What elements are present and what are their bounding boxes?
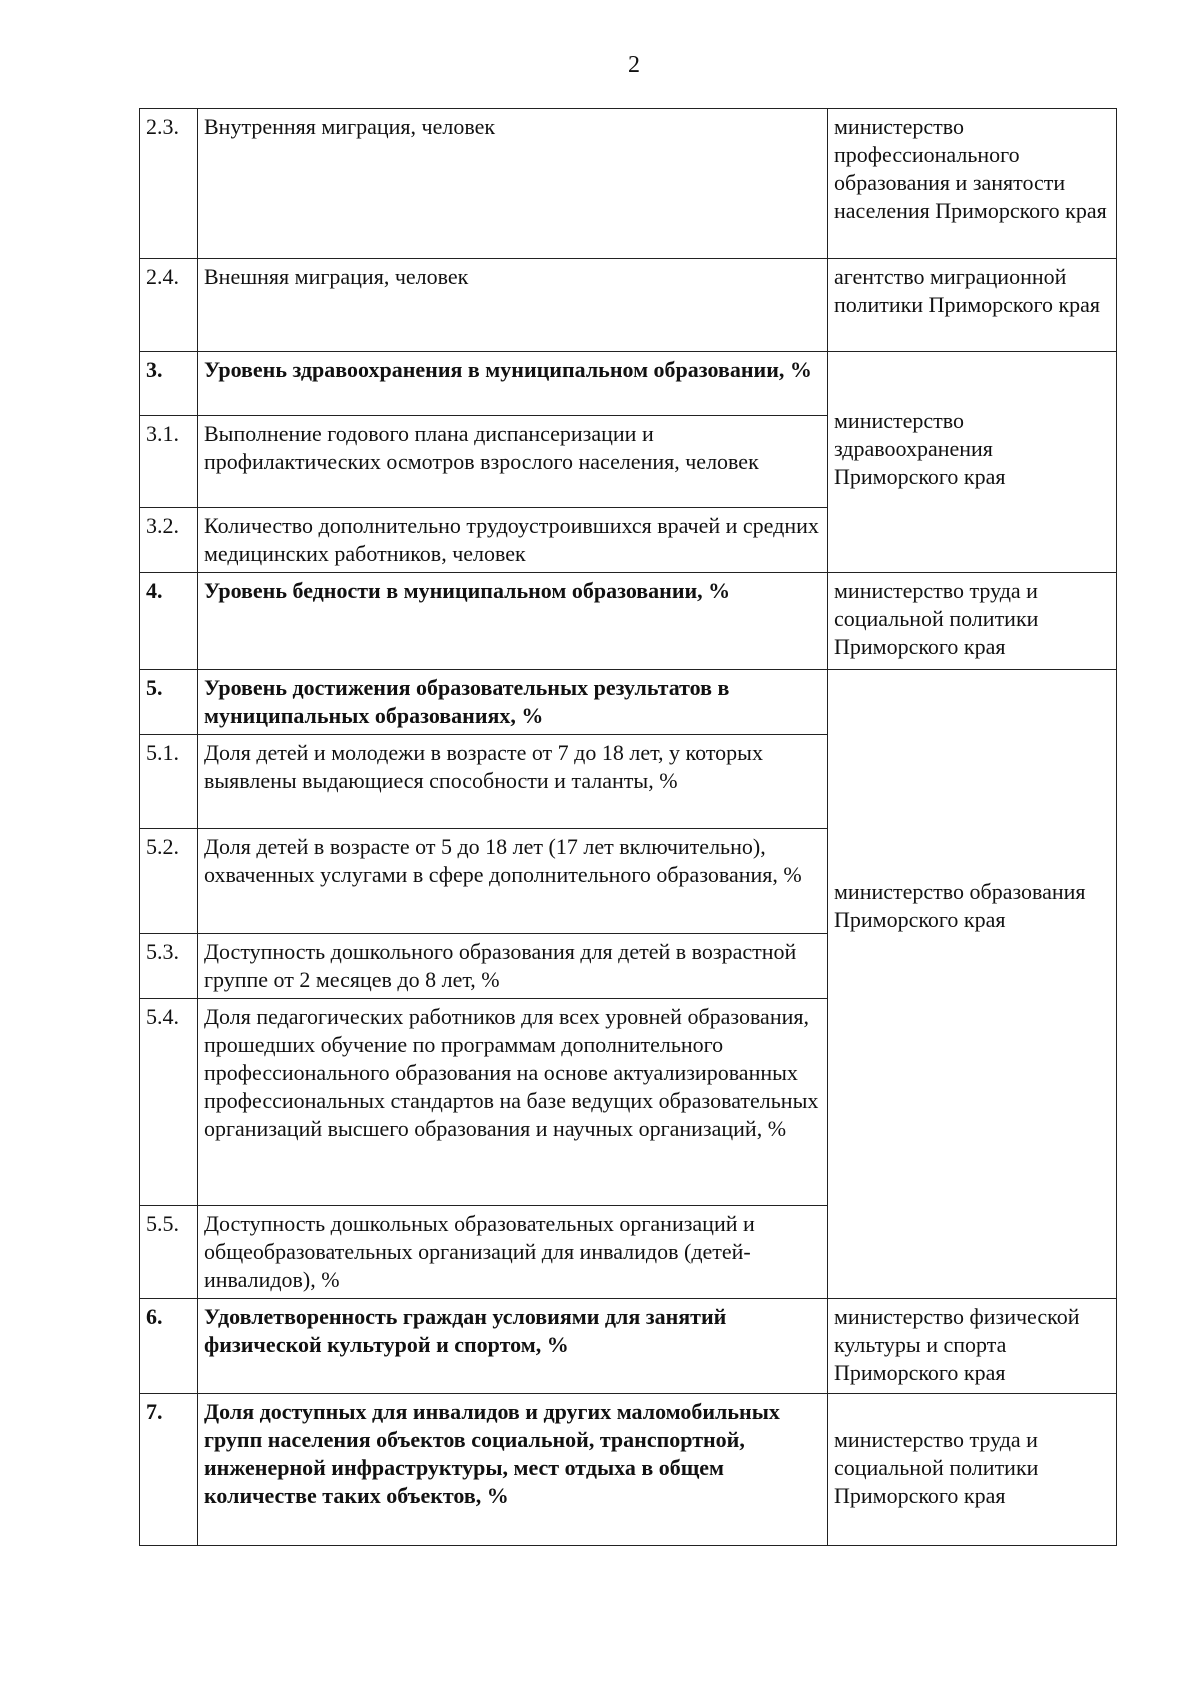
indicators-table — [139, 108, 1117, 1546]
row-number: 2.4. — [140, 259, 198, 352]
responsible-agency: министерство физической культуры и спорта Приморского края — [828, 1299, 1117, 1394]
responsible-agency: министерство труда и социальной политики Приморского края — [828, 573, 1117, 670]
responsible-agency: агентство миграционной политики Приморского края — [828, 259, 1117, 352]
indicator-text: Уровень достижения образовательных результатов в муниципальных образованиях, % — [198, 670, 828, 735]
table-row — [140, 352, 1117, 416]
table-row — [140, 1394, 1117, 1546]
row-number: 3.2. — [140, 508, 198, 573]
row-number: 5.1. — [140, 735, 198, 829]
row-number: 5.5. — [140, 1206, 198, 1299]
row-number: 5.4. — [140, 999, 198, 1206]
indicator-text: Количество дополнительно трудоустроившихся врачей и средних медицинских работников, человек — [198, 508, 828, 573]
indicator-text: Выполнение годового плана диспансеризации и профилактических осмотров взрослого населения, человек — [198, 416, 828, 508]
indicator-text: Доля детей в возрасте от 5 до 18 лет (17 лет включительно), охваченных услугами в сфере дополнительного образования, % — [198, 829, 828, 934]
responsible-agency: министерство труда и социальной политики Приморского края — [828, 1394, 1117, 1546]
responsible-agency: министерство профессионального образования и занятости населения Приморского края — [828, 109, 1117, 259]
row-number: 7. — [140, 1394, 198, 1546]
indicator-text: Уровень бедности в муниципальном образовании, % — [198, 573, 828, 670]
responsible-agency: министерство здравоохранения Приморского края — [828, 352, 1117, 573]
indicator-text: Доля доступных для инвалидов и других маломобильных групп населения объектов социальной, транспортной, инженерной инфраструктуры, мест отдыха в общем количестве таких объектов, % — [198, 1394, 828, 1546]
indicator-text: Внешняя миграция, человек — [198, 259, 828, 352]
indicator-text: Доля детей и молодежи в возрасте от 7 до 18 лет, у которых выявлены выдающиеся способности и таланты, % — [198, 735, 828, 829]
indicator-text: Уровень здравоохранения в муниципальном образовании, % — [198, 352, 828, 416]
page-number: 2 — [628, 52, 640, 78]
row-number: 6. — [140, 1299, 198, 1394]
row-number: 5.3. — [140, 934, 198, 999]
row-number: 2.3. — [140, 109, 198, 259]
indicator-text: Доступность дошкольных образовательных организаций и общеобразовательных организаций для инвалидов (детей-инвалидов), % — [198, 1206, 828, 1299]
table-row — [140, 109, 1117, 259]
row-number: 4. — [140, 573, 198, 670]
indicator-text: Доступность дошкольного образования для детей в возрастной группе от 2 месяцев до 8 лет, % — [198, 934, 828, 999]
responsible-agency: министерство образования Приморского края — [828, 670, 1117, 1299]
table-row — [140, 670, 1117, 735]
indicator-text: Внутренняя миграция, человек — [198, 109, 828, 259]
row-number: 5.2. — [140, 829, 198, 934]
row-number: 3.1. — [140, 416, 198, 508]
table-row — [140, 573, 1117, 670]
row-number: 3. — [140, 352, 198, 416]
row-number: 5. — [140, 670, 198, 735]
indicator-text: Удовлетворенность граждан условиями для занятий физической культурой и спортом, % — [198, 1299, 828, 1394]
table-row — [140, 1299, 1117, 1394]
table-row — [140, 259, 1117, 352]
indicator-text: Доля педагогических работников для всех уровней образования, прошедших обучение по программам дополнительного профессионального образования на основе актуализированных профессиональных стандартов на базе ведущих образовательных организаций высшего образования и научных организаций, % — [198, 999, 828, 1206]
